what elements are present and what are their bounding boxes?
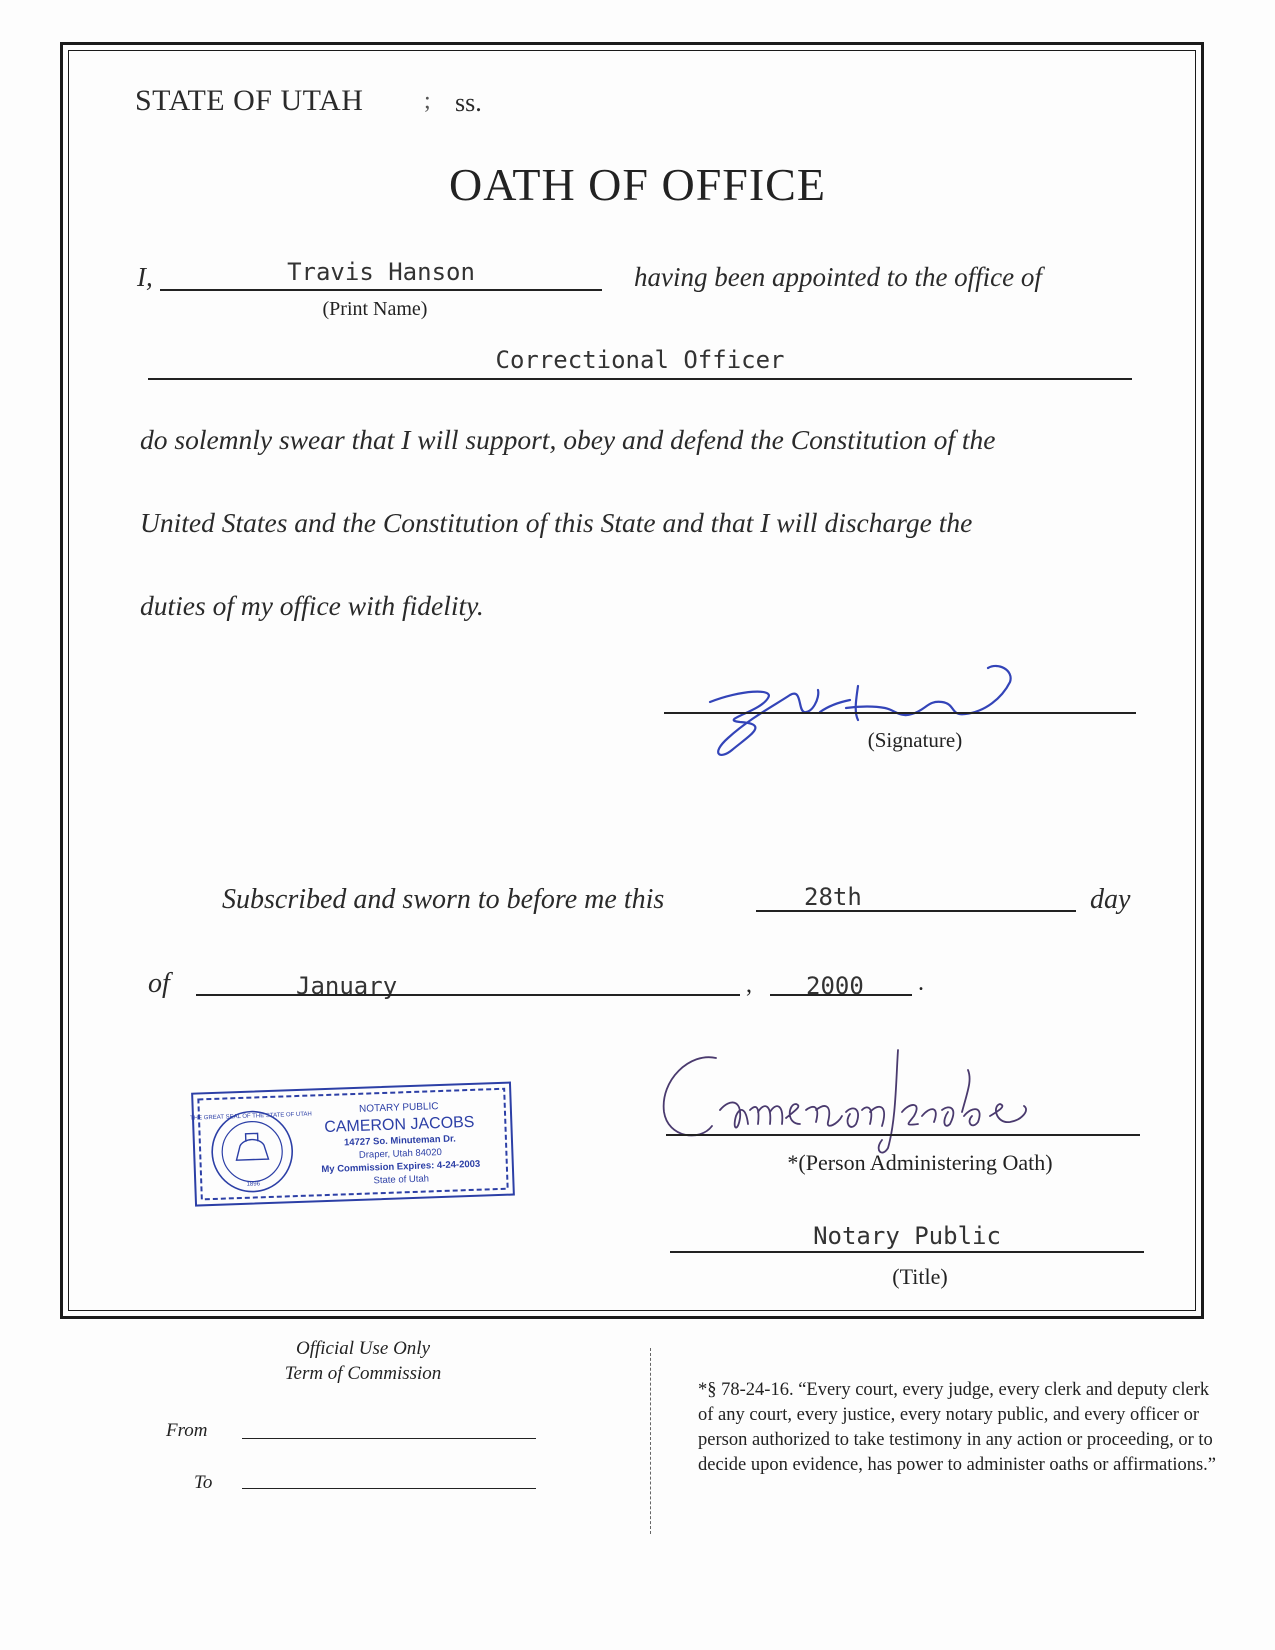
- oath-line-2: United States and the Constitution of this State and that I will discharge the: [140, 507, 973, 538]
- administrator-signature: [650, 1040, 1250, 1160]
- signature-line: [664, 712, 1136, 714]
- sworn-month-line: [196, 994, 740, 996]
- sworn-text: Subscribed and sworn to before me this: [222, 884, 665, 915]
- administrator-caption: *(Person Administering Oath): [787, 1150, 1053, 1175]
- print-name-caption: (Print Name): [322, 298, 428, 320]
- brace-mark: ;: [424, 88, 431, 114]
- signature-caption: (Signature): [867, 728, 963, 752]
- oath-line-3: duties of my office with fidelity.: [140, 590, 484, 621]
- stamp-line-3: 14727 So. Minuteman Dr.: [343, 1133, 457, 1149]
- sworn-year-line: [770, 994, 912, 996]
- office-value: Correctional Officer: [495, 346, 785, 374]
- section-divider: [650, 1348, 651, 1534]
- ss-label: ss.: [455, 88, 482, 117]
- notary-stamp: [190, 1078, 520, 1210]
- administrator-title-line: [670, 1251, 1144, 1253]
- stamp-line-5: My Commission Expires: 4-24-2003: [321, 1158, 481, 1176]
- sworn-comma: ,: [746, 972, 752, 998]
- print-name-value: Travis Hanson: [287, 258, 475, 286]
- statute-footnote: *§ 78-24-16. “Every court, every judge, every clerk and deputy clerk of any court, every justice, every notary public, and every officer or person authorized to take testimony in any action or proceeding, or to decide upon evidence, has power to administer oaths or affirmations.”: [698, 1380, 1217, 1475]
- sworn-of-label: of: [148, 968, 170, 999]
- oath-prefix: I,: [137, 262, 153, 292]
- seal-ring-text: THE GREAT SEAL OF THE STATE OF UTAH: [190, 1111, 312, 1122]
- office-line: [148, 378, 1132, 380]
- sworn-year-value: 2000: [806, 972, 864, 1000]
- to-field[interactable]: [242, 1488, 536, 1489]
- state-heading: STATE OF UTAH: [135, 84, 364, 117]
- appointment-text: having been appointed to the office of: [634, 262, 1042, 292]
- official-use-heading: Official Use Only: [295, 1338, 431, 1359]
- administrator-signature-line: [666, 1134, 1140, 1136]
- sworn-month-value: January: [296, 972, 398, 1000]
- sworn-period: .: [918, 970, 924, 996]
- sworn-day-value: 28th: [804, 883, 862, 911]
- from-field[interactable]: [242, 1438, 536, 1439]
- page-title: OATH OF OFFICE: [449, 159, 826, 210]
- term-of-commission-heading: Term of Commission: [284, 1363, 442, 1384]
- sworn-day-line: [756, 910, 1076, 912]
- stamp-line-1: NOTARY PUBLIC: [358, 1101, 439, 1115]
- sworn-day-label: day: [1090, 884, 1131, 915]
- stamp-line-2: CAMERON JACOBS: [323, 1113, 475, 1137]
- from-label: From: [166, 1420, 208, 1441]
- stamp-line-6: State of Utah: [373, 1173, 430, 1187]
- seal-year: 1896: [246, 1181, 261, 1188]
- administrator-title-caption: (Title): [892, 1264, 948, 1289]
- oath-line-1: do solemnly swear that I will support, obey and defend the Constitution of the: [140, 424, 996, 455]
- to-label: To: [194, 1472, 213, 1493]
- print-name-line: [160, 289, 602, 291]
- stamp-line-4: Draper, Utah 84020: [358, 1146, 443, 1161]
- administrator-title-value: Notary Public: [813, 1222, 1001, 1250]
